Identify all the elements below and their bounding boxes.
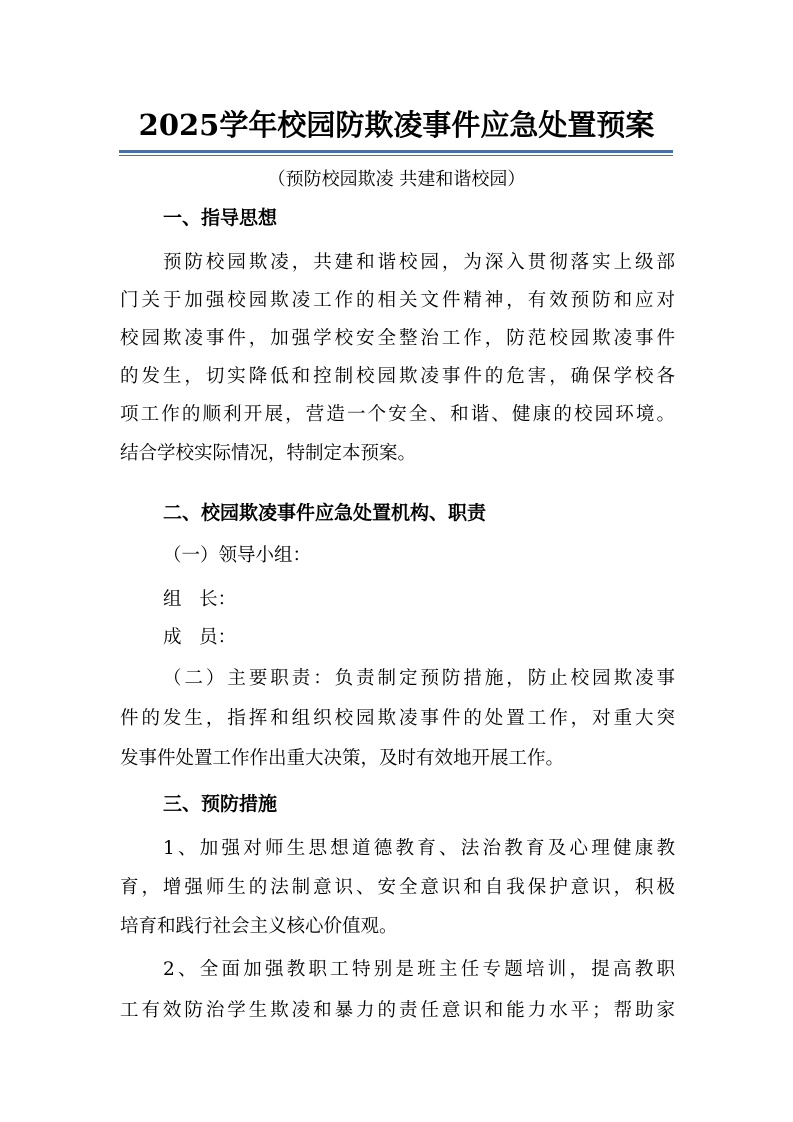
paragraph-line: 件的发生，指挥和组织校园欺凌事件的处置工作，对重大突 xyxy=(120,708,675,729)
paragraph-line: （二）主要职责：负责制定预防措施，防止校园欺凌事 xyxy=(163,668,675,689)
paragraph-line: 门关于加强校园欺凌工作的相关文件精神，有效预防和应对 xyxy=(120,290,675,311)
title-underline-thin xyxy=(119,155,673,156)
document-subtitle: （预防校园欺凌 共建和谐校园） xyxy=(267,169,526,190)
leadership-group-label: （一）领导小组： xyxy=(163,545,312,566)
paragraph-line: 预防校园欺凌，共建和谐校园，为深入贯彻落实上级部 xyxy=(163,252,675,273)
document-title: 2025学年校园防欺凌事件应急处置预案 xyxy=(138,108,655,142)
paragraph-line: 项工作的顺利开展，营造一个安全、和谐、健康的校园环境。 xyxy=(120,404,675,425)
paragraph-line: 培育和践行社会主义核心价值观。 xyxy=(120,916,398,937)
paragraph-line: 发事件处置工作作出重大决策，及时有效地开展工作。 xyxy=(120,748,565,769)
title-underline-thick xyxy=(119,150,673,153)
paragraph-line: 育，增强师生的法制意识、安全意识和自我保护意识，积极 xyxy=(120,877,675,898)
paragraph-line: 校园欺凌事件，加强学校安全整治工作，防范校园欺凌事件 xyxy=(120,328,675,349)
section-heading-prevention: 三、预防措施 xyxy=(163,793,278,815)
group-leader-label: 组 长： xyxy=(163,589,237,610)
paragraph-line: 2、全面加强教职工特别是班主任专题培训，提高教职 xyxy=(163,959,675,980)
paragraph-line: 的发生，切实降低和控制校园欺凌事件的危害，确保学校各 xyxy=(120,366,675,387)
section-heading-organization: 二、校园欺凌事件应急处置机构、职责 xyxy=(163,502,487,524)
group-members-label: 成 员： xyxy=(163,627,237,648)
paragraph-line: 1、加强对师生思想道德教育、法治教育及心理健康教 xyxy=(163,838,675,859)
paragraph-line: 结合学校实际情况，特制定本预案。 xyxy=(120,443,417,464)
paragraph-line: 工有效防治学生欺凌和暴力的责任意识和能力水平；帮助家 xyxy=(120,1000,675,1021)
section-heading-guiding-ideology: 一、指导思想 xyxy=(163,207,278,229)
